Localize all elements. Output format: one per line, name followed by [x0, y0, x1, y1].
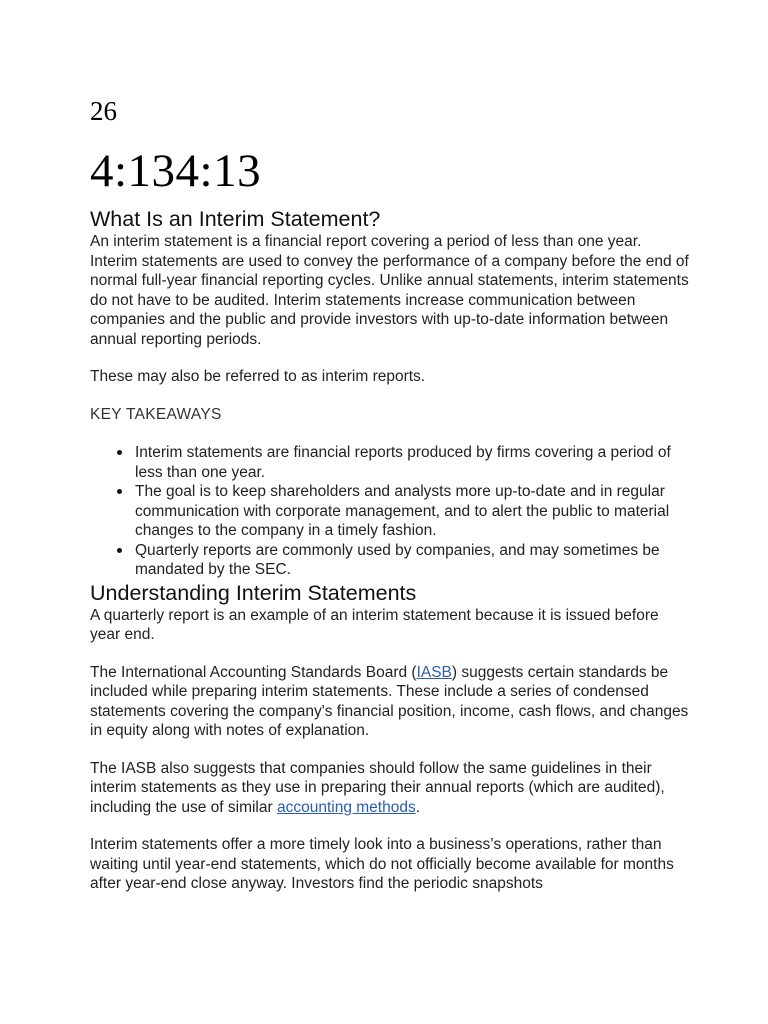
timestamp: 4:134:13: [90, 145, 262, 197]
section-heading: Understanding Interim Statements: [90, 580, 417, 605]
iasb-link[interactable]: IASB: [416, 663, 452, 681]
also-referred-paragraph: These may also be referred to as interim reports.: [90, 368, 426, 385]
iasb-paragraph-text: ) suggests certain standards be included while preparing interim statements. These include a series of condensed statements covering the company's financial position, income, cash flows, and changes in equity along with notes of explanation.: [90, 663, 689, 739]
intro-paragraph: An interim statement is a financial report covering a period of less than one year. Interim statements are used to convey the performance of a company before the end of normal full-year financial reporting cycles. Unlike annual statements, interim statements do not have to be audited. Interim statements increase communication between companies and the public and provide investors with up-to-date information between annual reporting periods.: [90, 233, 689, 348]
list-item: Quarterly reports are commonly used by companies, and may sometimes be mandated by the SEC.: [135, 541, 690, 580]
list-item: The goal is to keep shareholders and analysts more up-to-date and in regular communication with corporate management, and to alert the public to material changes to the company in a timely fashion.: [135, 482, 690, 541]
key-takeaways-label: KEY TAKEAWAYS: [90, 405, 222, 423]
guidelines-paragraph-text: .: [415, 798, 421, 816]
iasb-paragraph: [90, 663, 690, 741]
quarterly-paragraph: A quarterly report is an example of an interim statement because it is issued before year end.: [90, 606, 659, 643]
iasb-paragraph-text: The International Accounting Standards Board (: [90, 663, 417, 681]
takeaways-list: [90, 443, 690, 580]
guidelines-paragraph-text: The IASB also suggests that companies should follow the same guidelines in their interim statements as they use in preparing their annual reports (which are audited), including the use of similar: [90, 759, 665, 816]
guidelines-paragraph: [90, 759, 690, 818]
page-number: 26: [90, 96, 117, 126]
article-heading: What Is an Interim Statement?: [90, 207, 381, 231]
article-body: [90, 206, 690, 894]
timely-paragraph: Interim statements offer a more timely look into a business’s operations, rather than waiting until year-end statements, which do not officially become available for months after year-end close anyway. Investors find the periodic snapshots: [90, 836, 674, 892]
list-item: Interim statements are financial reports produced by firms covering a period of less than one year.: [135, 443, 690, 482]
accounting-methods-link[interactable]: accounting methods: [276, 798, 416, 816]
